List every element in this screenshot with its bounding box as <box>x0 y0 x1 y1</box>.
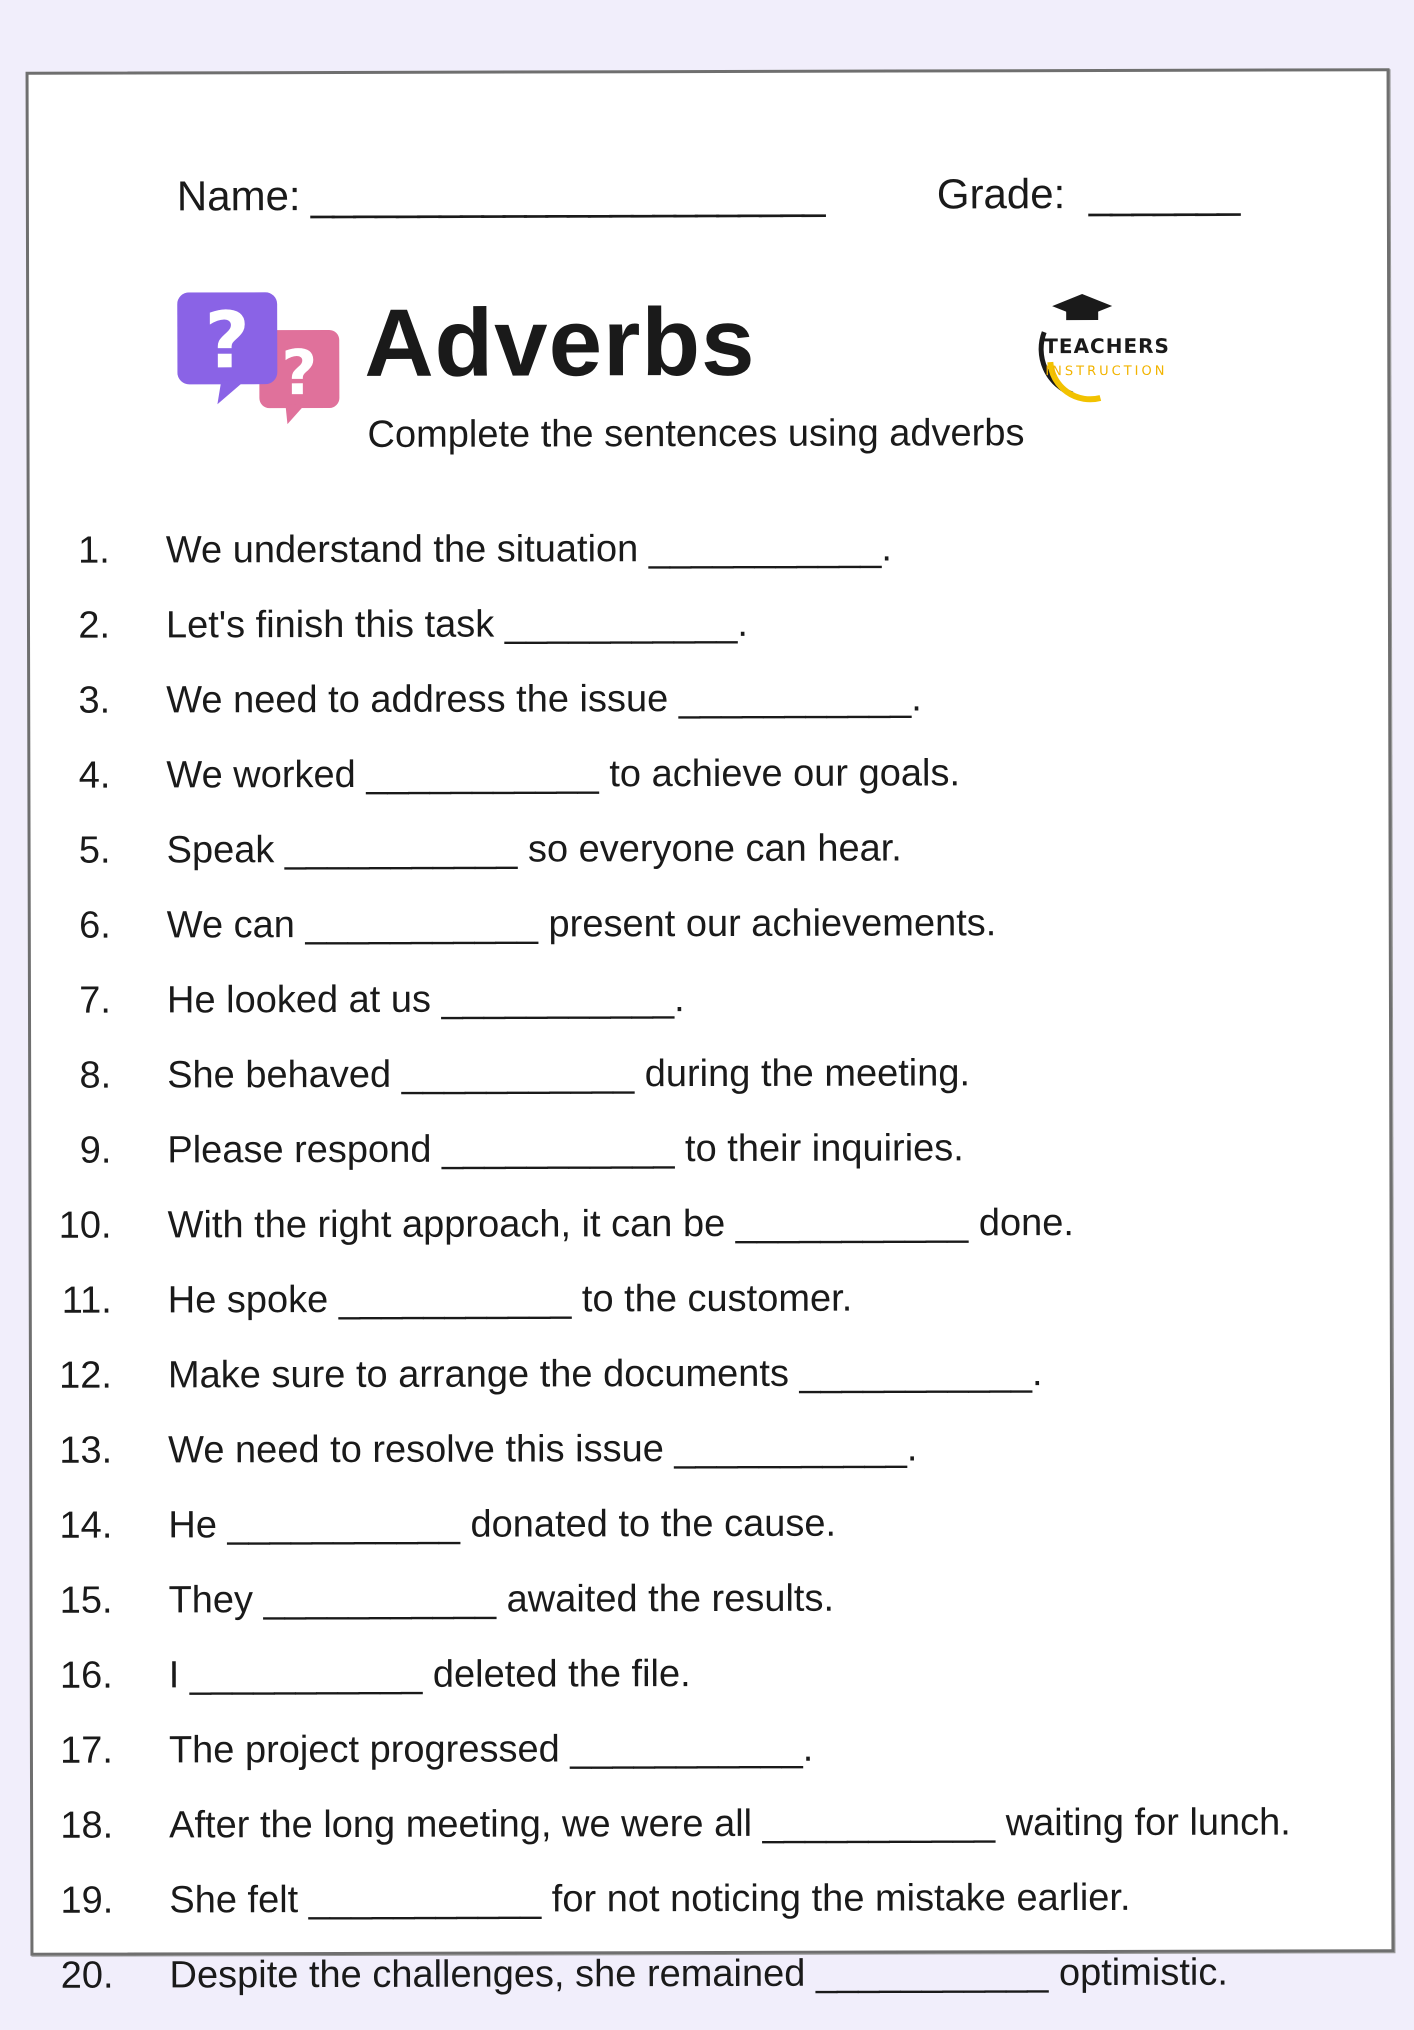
page-subtitle: Complete the sentences using adverbs <box>367 412 1025 456</box>
item-number: 14. <box>59 1504 113 1547</box>
list-item <box>33 1801 1391 1880</box>
item-sentence: After the long meeting, we were all ___________ waiting for lunch. <box>169 1801 1291 1847</box>
item-sentence: He ___________ donated to the cause. <box>168 1502 837 1547</box>
list-item <box>32 1201 1390 1280</box>
list-item <box>31 1051 1389 1130</box>
list-item <box>33 1726 1391 1805</box>
item-number: 20. <box>60 1954 114 1997</box>
list-item <box>30 601 1388 680</box>
item-number: 18. <box>60 1804 114 1847</box>
list-item <box>32 1276 1390 1355</box>
item-number: 4. <box>78 754 111 797</box>
item-sentence: We need to resolve this issue ___________. <box>168 1427 918 1472</box>
list-item <box>32 1351 1390 1430</box>
item-sentence: He spoke ___________ to the customer. <box>167 1277 853 1322</box>
item-sentence: She felt ___________ for not noticing the mistake earlier. <box>169 1876 1131 1922</box>
grade-blank: _______ <box>1088 169 1239 218</box>
item-number: 16. <box>59 1654 113 1697</box>
question-bubbles-icon <box>177 292 347 427</box>
name-grade-line <box>29 169 1387 233</box>
item-sentence: We can ___________ present our achievements. <box>166 902 997 947</box>
teachers-instruction-logo <box>1012 292 1212 408</box>
list-item <box>31 901 1389 980</box>
item-sentence: With the right approach, it can be ___________ done. <box>167 1202 1074 1247</box>
item-sentence: Make sure to arrange the documents ___________. <box>167 1352 1043 1397</box>
item-sentence: We understand the situation ___________. <box>165 527 892 572</box>
svg-text:INSTRUCTION: INSTRUCTION <box>1045 363 1168 380</box>
item-sentence: Let's finish this task ___________. <box>165 602 748 647</box>
svg-text:?: ? <box>204 296 250 387</box>
item-sentence: We worked ___________ to achieve our goals. <box>166 752 961 797</box>
item-sentence: Please respond ___________ to their inquiries. <box>167 1127 964 1172</box>
item-number: 8. <box>79 1054 112 1097</box>
item-number: 12. <box>59 1354 113 1397</box>
worksheet-page <box>26 68 1395 1997</box>
name-blank: ________________________ <box>310 170 824 220</box>
item-number: 1. <box>78 529 110 572</box>
list-item <box>31 976 1389 1055</box>
item-sentence: She behaved ___________ during the meeting. <box>167 1052 971 1097</box>
list-item <box>31 826 1389 905</box>
item-number: 6. <box>79 904 111 947</box>
item-number: 19. <box>60 1879 114 1922</box>
item-sentence: They ___________ awaited the results. <box>168 1577 835 1622</box>
item-sentence: The project progressed ___________. <box>168 1727 814 1772</box>
item-number: 11. <box>61 1279 112 1322</box>
name-label: Name: <box>176 172 301 220</box>
item-number: 15. <box>59 1579 113 1622</box>
svg-text:?: ? <box>281 336 318 410</box>
item-number: 17. <box>60 1729 113 1772</box>
item-number: 13. <box>59 1429 113 1472</box>
grade-label: Grade: <box>936 170 1066 218</box>
item-number: 2. <box>78 604 111 647</box>
list-item <box>30 751 1388 830</box>
list-item <box>33 1876 1391 1955</box>
svg-text:TEACHERS: TEACHERS <box>1044 333 1170 359</box>
list-item <box>33 1651 1391 1730</box>
item-number: 3. <box>78 679 111 722</box>
list-item <box>32 1576 1390 1655</box>
list-item <box>30 526 1388 605</box>
page-title: Adverbs <box>364 288 756 397</box>
list-item <box>33 1951 1391 2030</box>
list-item <box>30 676 1388 755</box>
item-number: 7. <box>79 979 112 1022</box>
item-number: 10. <box>58 1204 112 1247</box>
item-sentence: He looked at us ___________. <box>166 978 685 1022</box>
item-number: 9. <box>79 1129 112 1172</box>
list-item <box>32 1426 1390 1505</box>
item-sentence: I ___________ deleted the file. <box>168 1653 691 1697</box>
item-number: 5. <box>78 829 111 872</box>
item-sentence: We need to address the issue ___________. <box>166 677 922 722</box>
list-item <box>31 1126 1389 1205</box>
item-sentence: Despite the challenges, she remained ___________ optimistic. <box>169 1951 1228 1997</box>
list-item <box>32 1501 1390 1580</box>
item-sentence: Speak ___________ so everyone can hear. <box>166 827 902 872</box>
sentence-list <box>30 526 1392 2030</box>
